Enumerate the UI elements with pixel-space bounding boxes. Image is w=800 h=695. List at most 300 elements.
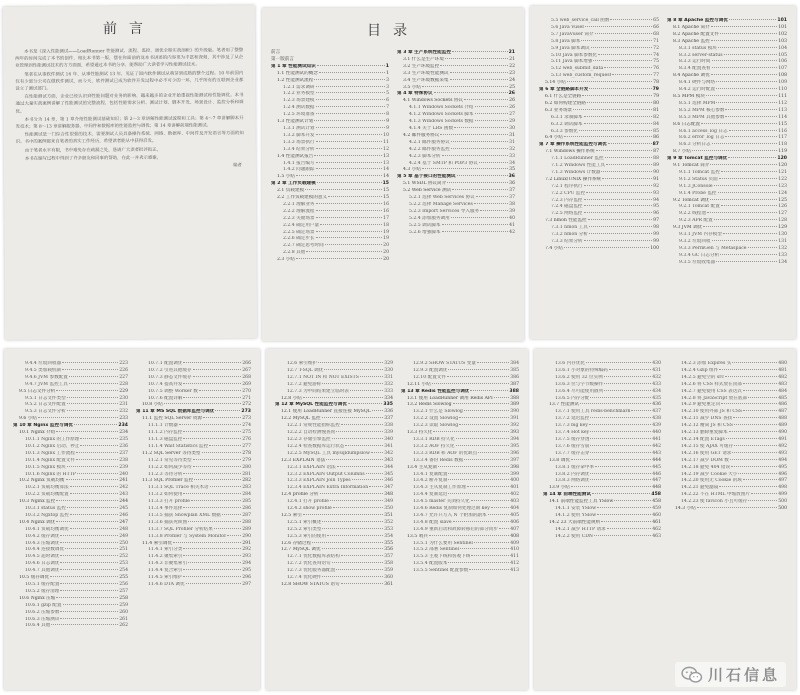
toc-entry-page: 385	[510, 367, 519, 373]
toc-entry-page: 484	[778, 388, 787, 394]
toc-entry-page: 18	[383, 222, 389, 228]
toc-leader-dots	[726, 438, 777, 439]
toc-leader-dots	[210, 486, 242, 487]
toc-leader-dots	[734, 424, 777, 425]
toc-entry-title: 6.3.2 调试脚本	[551, 121, 583, 127]
toc-leader-dots	[584, 199, 653, 200]
toc-leader-dots	[326, 459, 383, 460]
toc-entry-page: 115	[778, 121, 787, 127]
toc-columns	[4, 349, 260, 630]
toc-entry-title: 9.4.4 垃圾回收器	[25, 361, 62, 366]
toc-entry-page: 97	[653, 218, 659, 224]
toc-leader-dots	[173, 542, 241, 543]
toc-entry	[669, 375, 787, 382]
toc-entry-title: 10.1.3 Nginx 工作流程	[25, 450, 75, 456]
toc-entry	[275, 527, 393, 534]
toc-leader-dots	[199, 390, 241, 391]
toc-leader-dots	[366, 473, 384, 474]
toc-entry-title: 12.9.3 配置调优	[413, 367, 448, 373]
toc-leader-dots	[464, 459, 509, 460]
toc-entry-title: 10.6 Nginx 压缩	[19, 595, 56, 601]
toc-leader-dots	[712, 67, 778, 68]
toc-entry	[271, 223, 389, 230]
toc-leader-dots	[316, 99, 386, 100]
toc-leader-dots	[725, 376, 777, 377]
toc-page-4	[4, 349, 260, 690]
toc-entry-page: 359	[384, 568, 393, 574]
toc-leader-dots	[316, 162, 383, 163]
toc-entry	[401, 437, 519, 444]
toc-entry	[401, 520, 519, 527]
toc-leader-dots	[692, 150, 777, 151]
toc-entry	[397, 209, 515, 216]
toc-leader-dots	[590, 431, 651, 432]
toc-leader-dots	[488, 514, 510, 515]
toc-leader-dots	[312, 542, 383, 543]
toc-leader-dots	[594, 535, 651, 536]
toc-entry	[543, 437, 661, 444]
toc-entry-title: 6.3.1 录制脚本	[551, 114, 583, 120]
toc-entry	[275, 506, 393, 513]
toc-entry	[669, 416, 787, 423]
toc-entry	[271, 71, 389, 78]
toc-leader-dots	[732, 362, 777, 363]
toc-entry-title: 13.6 内存优化	[555, 361, 586, 366]
toc-leader-dots	[66, 479, 119, 480]
toc-entry-page: 406	[510, 519, 519, 525]
toc-entry-title: 10.6.4 其他	[25, 623, 51, 629]
toc-entry-title: 13.2.1 什么是 Slowlog	[413, 409, 463, 415]
toc-leader-dots	[720, 33, 777, 34]
toc-entry-page: 36	[509, 181, 515, 187]
toc-entry	[539, 211, 659, 218]
toc-entry-title: 11.3 SQL Profiler 监控	[142, 478, 194, 484]
toc-entry-title: 14.2.7 避免使用 CSS 表达式	[681, 388, 742, 394]
toc-leader-dots	[719, 486, 777, 487]
toc-leader-dots	[748, 500, 777, 501]
toc-entry-page: 353	[384, 526, 393, 532]
toc-entry-page: 447	[652, 478, 661, 484]
toc-entry-page: 20	[383, 257, 389, 263]
toc-entry-page: 411	[510, 554, 519, 560]
toc-entry	[669, 396, 787, 403]
toc-entry-title: 8.5.1 选择 MPM	[679, 100, 716, 106]
toc-leader-dots	[711, 26, 778, 27]
toc-entry	[667, 142, 787, 149]
toc-entry	[13, 547, 128, 554]
toc-entry	[136, 416, 251, 423]
toc-leader-dots	[712, 60, 778, 61]
toc-entry-page: 332	[384, 381, 393, 387]
toc-entry-page: 267	[242, 367, 251, 373]
toc-entry-title: 9.1.2 Status 页面	[679, 176, 718, 182]
toc-entry-page: 342	[384, 450, 393, 456]
toc-entry-title: 6.1 什么是全链路	[545, 93, 582, 99]
toc-entry-page: 77	[653, 73, 659, 79]
toc-entry	[667, 25, 787, 32]
toc-leader-dots	[460, 548, 509, 549]
toc-leader-dots	[587, 102, 652, 103]
toc-entry	[669, 437, 787, 444]
toc-leader-dots	[590, 445, 651, 446]
toc-entry-title: 2.2 工作负载建模的意义	[277, 195, 328, 201]
toc-leader-dots	[422, 168, 508, 169]
toc-leader-dots	[67, 507, 118, 508]
toc-leader-dots	[70, 486, 119, 487]
toc-entry-page: 271	[242, 395, 251, 401]
toc-entry-title: 5.7 JavaVuser 简介	[551, 31, 594, 37]
toc-entry-title: 12.3.4 EXPLAIN Extra Information	[287, 485, 369, 491]
toc-entry-title: 10.5 缓存调优	[19, 575, 50, 581]
toc-entry-page: 297	[242, 582, 251, 587]
toc-entry-title: 4.3 小结	[403, 167, 421, 173]
toc-entry	[136, 513, 251, 520]
toc-entry	[543, 458, 661, 465]
toc-entry-title: 7.2 Linux/UNIX 操作系统	[545, 176, 602, 182]
toc-entry	[543, 416, 661, 423]
toc-entry-page: 68	[653, 31, 659, 37]
toc-columns	[530, 6, 796, 267]
toc-entry-page: 26	[509, 98, 515, 104]
toc-entry	[275, 492, 393, 499]
toc-entry-title: 14.2.10 使用外部 JS 和 CSS	[681, 409, 743, 415]
toc-leader-dots	[371, 452, 383, 453]
toc-entry-page: 384	[510, 361, 519, 366]
toc-leader-dots	[725, 109, 777, 110]
toc-leader-dots	[442, 224, 509, 225]
toc-entry-page: 460	[652, 512, 661, 518]
toc-leader-dots	[710, 199, 777, 200]
toc-entry	[271, 236, 389, 243]
toc-entry-title: 14.2.13 删除重复脚本	[681, 430, 728, 436]
toc-entry-page: 445	[652, 464, 661, 470]
toc-entry	[271, 202, 389, 209]
toc-leader-dots	[719, 369, 777, 370]
toc-entry	[275, 513, 393, 520]
toc-entry	[397, 223, 515, 230]
toc-entry-title: 4.2.1 邮件服务协议	[409, 139, 450, 145]
toc-entry	[136, 499, 251, 506]
toc-entry	[275, 547, 393, 554]
toc-leader-dots	[701, 123, 777, 124]
toc-entry-page: 394	[510, 436, 519, 442]
toc-entry-page: 247	[119, 519, 128, 525]
toc-entry-page: 347	[384, 485, 393, 491]
toc-list	[397, 50, 515, 236]
toc-entry	[667, 39, 787, 46]
toc-entry	[397, 126, 515, 133]
toc-entry	[275, 541, 393, 548]
toc-entry	[401, 409, 519, 416]
toc-entry-page: 1	[385, 63, 389, 69]
toc-entry-page: 122	[778, 176, 787, 182]
toc-entry-title: 11.2.1 常见等待类型	[148, 457, 192, 463]
toc-leader-dots	[60, 590, 118, 591]
toc-entry-page: 249	[119, 533, 128, 539]
toc-entry-title: 12.7.1 优化数据库表结构	[287, 554, 340, 560]
toc-entry-title: 11.1.3 磁盘监控	[148, 436, 183, 442]
toc-entry-title: 9.2 Tomcat 调优	[673, 197, 710, 203]
toc-entry-page: 101	[778, 24, 787, 30]
toc-entry	[401, 416, 519, 423]
toc-entry-page: 399	[510, 471, 519, 477]
toc-entry-title: 12.9.2 SHOW STATUS 变量	[413, 361, 476, 366]
toc-leader-dots	[718, 192, 778, 193]
toc-entry-page: 482	[778, 374, 787, 380]
toc-leader-dots	[296, 258, 382, 259]
toc-entry-page: 40	[509, 215, 515, 221]
toc-leader-dots	[586, 362, 651, 363]
toc-entry-page: 268	[242, 374, 251, 380]
toc-entry-title: 10.6.2 压缩参数	[25, 609, 60, 615]
toc-entry	[539, 246, 659, 253]
toc-leader-dots	[723, 233, 777, 234]
toc-entry-page: 108	[778, 73, 787, 79]
toc-entry-title: 9.1.1 Tomcat 监控	[679, 169, 720, 175]
toc-entry-title: 7.3.3 结果分析	[551, 239, 583, 244]
toc-entry	[667, 191, 787, 198]
toc-entry	[275, 485, 393, 492]
toc-entry	[397, 195, 515, 202]
toc-entry-title: 13.5.2 部署 Sentinel	[413, 547, 460, 553]
toc-entry-title: 10.1.5 Nginx 模块	[25, 464, 66, 470]
toc-entry	[539, 87, 659, 94]
toc-entry	[543, 361, 661, 368]
toc-list	[271, 64, 389, 264]
toc-entry-title: 9.2.2 线程池	[679, 211, 706, 217]
toc-entry-title: 13.5.5 Sentinel 配置参数	[413, 568, 469, 574]
toc-entry-title: 9.4.7 JVM 监控工具	[25, 381, 68, 387]
toc-entry	[275, 416, 393, 423]
toc-column-left	[539, 18, 659, 267]
toc-leader-dots	[183, 507, 241, 508]
toc-entry-title: 10.4.6 日志调优	[25, 561, 60, 567]
toc-entry-title: 3.3 生产环境性能测试	[403, 70, 449, 76]
toc-entry-title: 7.3.1 nmon 工具	[551, 225, 588, 231]
toc-entry	[271, 181, 389, 188]
toc-leader-dots	[719, 178, 778, 179]
toc-entry-title: 8.3.1 status 模块	[679, 45, 717, 51]
toc-entry-page: 79	[653, 93, 659, 99]
toc-leader-dots	[731, 466, 777, 467]
toc-entry-page: 331	[384, 374, 393, 380]
toc-entry	[667, 170, 787, 177]
toc-entry	[539, 170, 659, 177]
toc-entry	[275, 375, 393, 382]
toc-entry-title: 8.3.3 运行时间	[679, 59, 711, 65]
toc-entry	[667, 80, 787, 87]
toc-entry-page: 395	[510, 443, 519, 449]
toc-entry-title: 4.1 Windows Sockets 协议	[403, 98, 464, 104]
toc-leader-dots	[303, 514, 383, 515]
toc-entry	[669, 499, 787, 506]
toc-entry-title: 12.7.4 优化硬件	[287, 575, 322, 581]
toc-entry	[397, 133, 515, 140]
toc-entry-title: 14.2.22 不在 HTML 中缩放图片	[681, 492, 750, 498]
toc-entry-title: 5.11 Java 脚本增强	[551, 59, 593, 65]
toc-entry-page: 335	[383, 402, 393, 408]
toc-entry-page: 120	[778, 163, 787, 169]
toc-entry-title: 12.2.4 检查数据库运行状态	[287, 443, 345, 449]
toc-leader-dots	[604, 376, 651, 377]
toc-leader-dots	[612, 74, 652, 75]
toc-entry-title: 7.3 nmon 性能监控	[545, 218, 587, 224]
toc-entry	[397, 112, 515, 119]
toc-entry-title: 1.2 性能测试流程	[277, 77, 314, 83]
toc-entry-page: 255	[119, 575, 128, 581]
toc-entry	[13, 416, 128, 423]
toc-leader-dots	[714, 219, 778, 220]
toc-entry	[13, 617, 128, 624]
toc-leader-dots	[729, 19, 777, 20]
toc-column-left	[13, 361, 128, 630]
toc-entry-title: 14.2.9 避免重定向	[681, 402, 721, 408]
toc-leader-dots	[724, 54, 778, 55]
toc-entry-page: 488	[778, 416, 787, 422]
toc-leader-dots	[345, 445, 383, 446]
toc-entry	[543, 389, 661, 396]
toc-entry-page: 246	[119, 512, 128, 518]
toc-entry-page: 388	[509, 388, 519, 394]
toc-entry-page: 125	[778, 197, 787, 203]
toc-entry	[397, 91, 515, 98]
toc-entry	[669, 444, 787, 451]
toc-leader-dots	[590, 479, 651, 480]
toc-leader-dots	[60, 542, 118, 543]
toc-entry	[667, 122, 787, 129]
toc-entry-page: 386	[510, 374, 519, 380]
toc-entry-title: 第 6 章 全链路脚本开发	[539, 87, 589, 93]
toc-entry	[397, 181, 515, 188]
toc-entry	[667, 129, 787, 136]
toc-entry-page: 250	[119, 540, 128, 546]
toc-entry	[401, 499, 519, 506]
toc-entry-title: 11.3.2 如何使用	[148, 492, 183, 498]
toc-title: 目录	[367, 23, 419, 39]
toc-entry-page: 242	[119, 485, 128, 491]
toc-columns	[266, 349, 528, 589]
toc-entry-page: 116	[778, 128, 787, 134]
toc-entry	[275, 396, 393, 403]
toc-entry-title: 2.2.6 确定步长	[283, 236, 315, 242]
toc-entry-page: 487	[778, 409, 787, 415]
toc-entry	[13, 603, 128, 610]
toc-entry-title: 5.6 Java Vuser	[551, 24, 585, 30]
toc-entry-title: 6.2 如何构建全链路	[545, 100, 586, 106]
toc-entry	[13, 485, 128, 492]
toc-entry-title: 12.7 T-SQL 调优	[287, 367, 324, 373]
toc-entry-page: 226	[119, 367, 128, 373]
toc-entry-page: 14	[383, 174, 389, 180]
toc-entry-page: 231	[119, 402, 128, 408]
toc-entry-page: 117	[778, 135, 787, 141]
toc-entry	[397, 119, 515, 126]
toc-leader-dots	[499, 528, 509, 529]
toc-entry-page: 273	[241, 409, 251, 415]
toc-entry	[271, 154, 389, 161]
toc-entry-title: 13.8 调优	[549, 457, 570, 463]
toc-entry-page: 296	[242, 575, 251, 581]
toc-entry	[271, 133, 389, 140]
toc-entry-title: 1.3.4 结果分析	[283, 146, 315, 152]
toc-entry-title: 10.1.1 Nginx 的工作原理	[25, 436, 80, 442]
toc-leader-dots	[193, 459, 242, 460]
toc-entry-title: 6.3 业务场景	[545, 107, 573, 113]
toc-leader-dots	[319, 72, 385, 73]
toc-entry-title: 10.7.1 配置调优	[148, 361, 183, 366]
toc-entry-title: 13.7 性能测试	[549, 402, 580, 408]
toc-entry-title: 11.3.4 事件选择	[148, 506, 183, 512]
toc-entry-title: 13.4 主从复制	[407, 464, 438, 470]
toc-entry-page: 356	[384, 547, 393, 553]
toc-leader-dots	[712, 143, 778, 144]
toc-entry	[271, 85, 389, 92]
toc-entry-page: 85	[653, 128, 659, 134]
toc-entry-page: 1	[386, 70, 389, 76]
toc-entry-page: 436	[652, 402, 661, 408]
toc-leader-dots	[610, 19, 652, 20]
toc-leader-dots	[372, 410, 384, 411]
toc-entry-page: 105	[778, 52, 787, 58]
toc-entry-title: 13.2.3 读取 Slowlog	[413, 423, 459, 429]
toc-leader-dots	[306, 251, 382, 252]
toc-entry-page: 499	[778, 492, 787, 498]
toc-entry	[136, 375, 251, 382]
toc-leader-dots	[450, 79, 509, 80]
toc-entry-title: 8.3.4 配置查看	[679, 66, 711, 72]
toc-entry-page: 107	[778, 66, 787, 72]
toc-entry-page: 120	[777, 156, 787, 162]
toc-entry-page: 20	[383, 250, 389, 256]
toc-entry-title: 8.7 小结	[673, 149, 691, 155]
toc-entry	[275, 561, 393, 568]
toc-entry	[539, 115, 659, 122]
toc-entry	[667, 18, 787, 25]
toc-entry-page: 13	[383, 160, 389, 166]
toc-list	[543, 361, 661, 541]
toc-leader-dots	[322, 576, 383, 577]
toc-entry-title: 13.8.2 内存调优	[555, 471, 590, 477]
toc-entry	[543, 499, 661, 506]
toc-entry-page: 355	[384, 540, 393, 546]
toc-entry	[669, 423, 787, 430]
toc-entry	[539, 225, 659, 232]
toc-leader-dots	[322, 383, 383, 384]
toc-leader-dots	[440, 134, 508, 135]
toc-entry-title: 9.2.3 APR 配置	[679, 218, 713, 224]
toc-entry	[539, 101, 659, 108]
toc-entry	[669, 382, 787, 389]
toc-entry-page: 280	[242, 464, 251, 470]
toc-entry-title: 9.2.1 Tomcat 配置	[679, 204, 720, 210]
toc-entry	[136, 527, 251, 534]
toc-entry-page: 274	[242, 423, 251, 429]
toc-leader-dots	[584, 123, 653, 124]
toc-entry-title: 13.4.8 配置 slave	[413, 519, 452, 525]
toc-entry	[667, 163, 787, 170]
toc-entry	[543, 368, 661, 375]
toc-entry-page: 500	[778, 499, 787, 505]
toc-entry-title: 14.3 小结	[675, 506, 696, 512]
toc-entry-title: 8.1 Apache 简介	[673, 24, 710, 30]
toc-entry	[539, 25, 659, 32]
toc-entry-title: 14.2.19 减少 Cookie 大小	[681, 471, 738, 477]
toc-entry-page: 493	[778, 450, 787, 456]
toc-leader-dots	[590, 473, 651, 474]
toc-entry-title: 5.8 Java 脚本	[551, 38, 581, 44]
toc-entry	[13, 409, 128, 416]
toc-entry-title: 13.5 哨兵	[407, 533, 428, 539]
